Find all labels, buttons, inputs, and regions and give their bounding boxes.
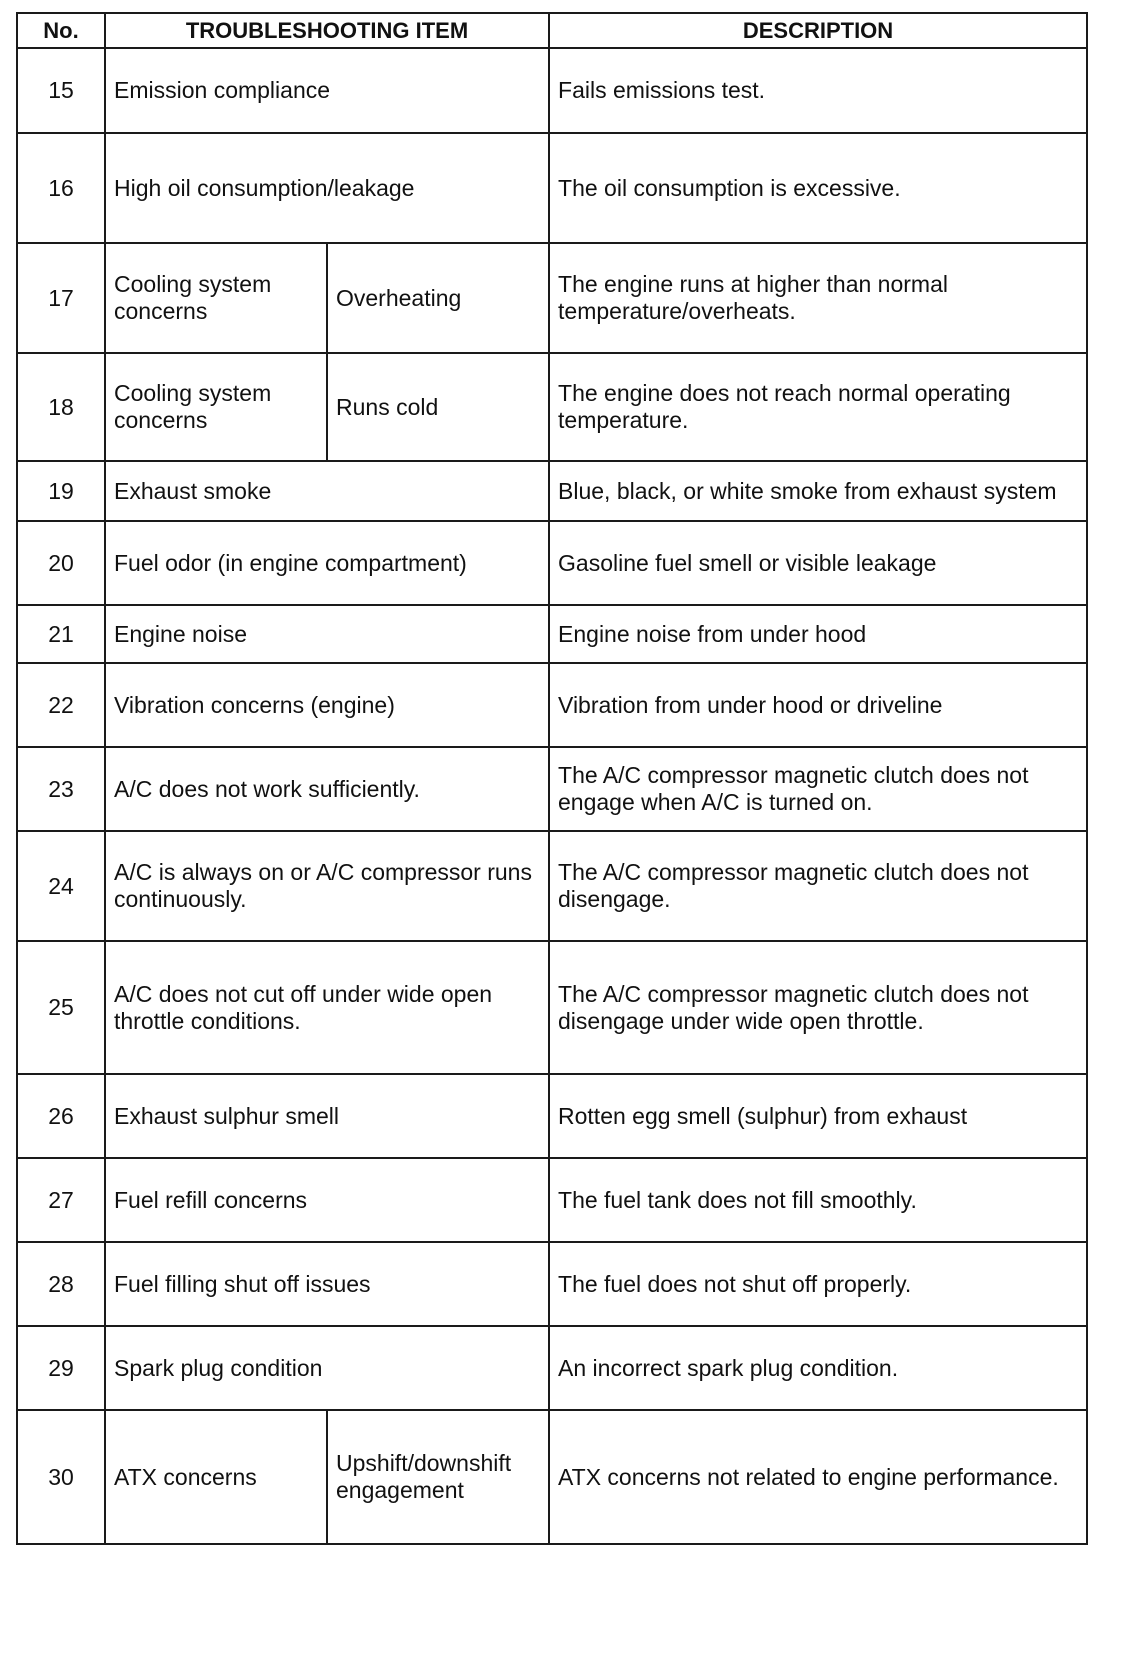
table-row bbox=[17, 133, 1087, 243]
description: The oil consumption is excessive. bbox=[549, 133, 1087, 243]
table-row bbox=[17, 1158, 1087, 1242]
description: Fails emissions test. bbox=[549, 48, 1087, 133]
troubleshooting-item: Spark plug condition bbox=[105, 1326, 549, 1410]
troubleshooting-subitem: Runs cold bbox=[327, 353, 549, 461]
troubleshooting-table bbox=[16, 12, 1088, 1545]
description: The fuel does not shut off properly. bbox=[549, 1242, 1087, 1326]
description: The A/C compressor magnetic clutch does not disengage. bbox=[549, 831, 1087, 941]
header-troubleshooting-item: TROUBLESHOOTING ITEM bbox=[105, 13, 549, 48]
row-number: 27 bbox=[17, 1158, 105, 1242]
table-row bbox=[17, 747, 1087, 831]
row-number: 26 bbox=[17, 1074, 105, 1158]
header-description: DESCRIPTION bbox=[549, 13, 1087, 48]
row-number: 22 bbox=[17, 663, 105, 747]
troubleshooting-item: Exhaust sulphur smell bbox=[105, 1074, 549, 1158]
table-row bbox=[17, 1326, 1087, 1410]
description: Engine noise from under hood bbox=[549, 605, 1087, 663]
table-row bbox=[17, 353, 1087, 461]
table-row bbox=[17, 243, 1087, 353]
troubleshooting-item: A/C does not cut off under wide open throttle conditions. bbox=[105, 941, 549, 1074]
row-number: 23 bbox=[17, 747, 105, 831]
troubleshooting-item: Vibration concerns (engine) bbox=[105, 663, 549, 747]
row-number: 15 bbox=[17, 48, 105, 133]
table-row bbox=[17, 605, 1087, 663]
row-number: 28 bbox=[17, 1242, 105, 1326]
description: The engine runs at higher than normal temperature/overheats. bbox=[549, 243, 1087, 353]
description: ATX concerns not related to engine performance. bbox=[549, 1410, 1087, 1544]
troubleshooting-item: A/C is always on or A/C compressor runs continuously. bbox=[105, 831, 549, 941]
description: The A/C compressor magnetic clutch does not disengage under wide open throttle. bbox=[549, 941, 1087, 1074]
table-row bbox=[17, 1074, 1087, 1158]
table-header-row bbox=[17, 13, 1087, 48]
description: The A/C compressor magnetic clutch does not engage when A/C is turned on. bbox=[549, 747, 1087, 831]
row-number: 30 bbox=[17, 1410, 105, 1544]
troubleshooting-item: Cooling system concerns bbox=[105, 353, 327, 461]
table-row bbox=[17, 941, 1087, 1074]
table-row bbox=[17, 1410, 1087, 1544]
table-row bbox=[17, 521, 1087, 605]
troubleshooting-subitem: Upshift/downshift engagement bbox=[327, 1410, 549, 1544]
troubleshooting-item: Fuel odor (in engine compartment) bbox=[105, 521, 549, 605]
table-row bbox=[17, 1242, 1087, 1326]
troubleshooting-item: Emission compliance bbox=[105, 48, 549, 133]
row-number: 17 bbox=[17, 243, 105, 353]
row-number: 24 bbox=[17, 831, 105, 941]
troubleshooting-item: Fuel refill concerns bbox=[105, 1158, 549, 1242]
troubleshooting-item: ATX concerns bbox=[105, 1410, 327, 1544]
description: The engine does not reach normal operating temperature. bbox=[549, 353, 1087, 461]
row-number: 21 bbox=[17, 605, 105, 663]
troubleshooting-subitem: Overheating bbox=[327, 243, 549, 353]
table-row bbox=[17, 48, 1087, 133]
header-no: No. bbox=[17, 13, 105, 48]
row-number: 20 bbox=[17, 521, 105, 605]
table-row bbox=[17, 461, 1087, 521]
troubleshooting-item: Cooling system concerns bbox=[105, 243, 327, 353]
row-number: 29 bbox=[17, 1326, 105, 1410]
row-number: 25 bbox=[17, 941, 105, 1074]
row-number: 16 bbox=[17, 133, 105, 243]
row-number: 18 bbox=[17, 353, 105, 461]
description: An incorrect spark plug condition. bbox=[549, 1326, 1087, 1410]
table-row bbox=[17, 831, 1087, 941]
description: The fuel tank does not fill smoothly. bbox=[549, 1158, 1087, 1242]
troubleshooting-item: Exhaust smoke bbox=[105, 461, 549, 521]
table-row bbox=[17, 663, 1087, 747]
row-number: 19 bbox=[17, 461, 105, 521]
description: Gasoline fuel smell or visible leakage bbox=[549, 521, 1087, 605]
troubleshooting-item: Engine noise bbox=[105, 605, 549, 663]
troubleshooting-item: A/C does not work sufficiently. bbox=[105, 747, 549, 831]
troubleshooting-item: Fuel filling shut off issues bbox=[105, 1242, 549, 1326]
description: Rotten egg smell (sulphur) from exhaust bbox=[549, 1074, 1087, 1158]
description: Blue, black, or white smoke from exhaust system bbox=[549, 461, 1087, 521]
troubleshooting-item: High oil consumption/leakage bbox=[105, 133, 549, 243]
description: Vibration from under hood or driveline bbox=[549, 663, 1087, 747]
